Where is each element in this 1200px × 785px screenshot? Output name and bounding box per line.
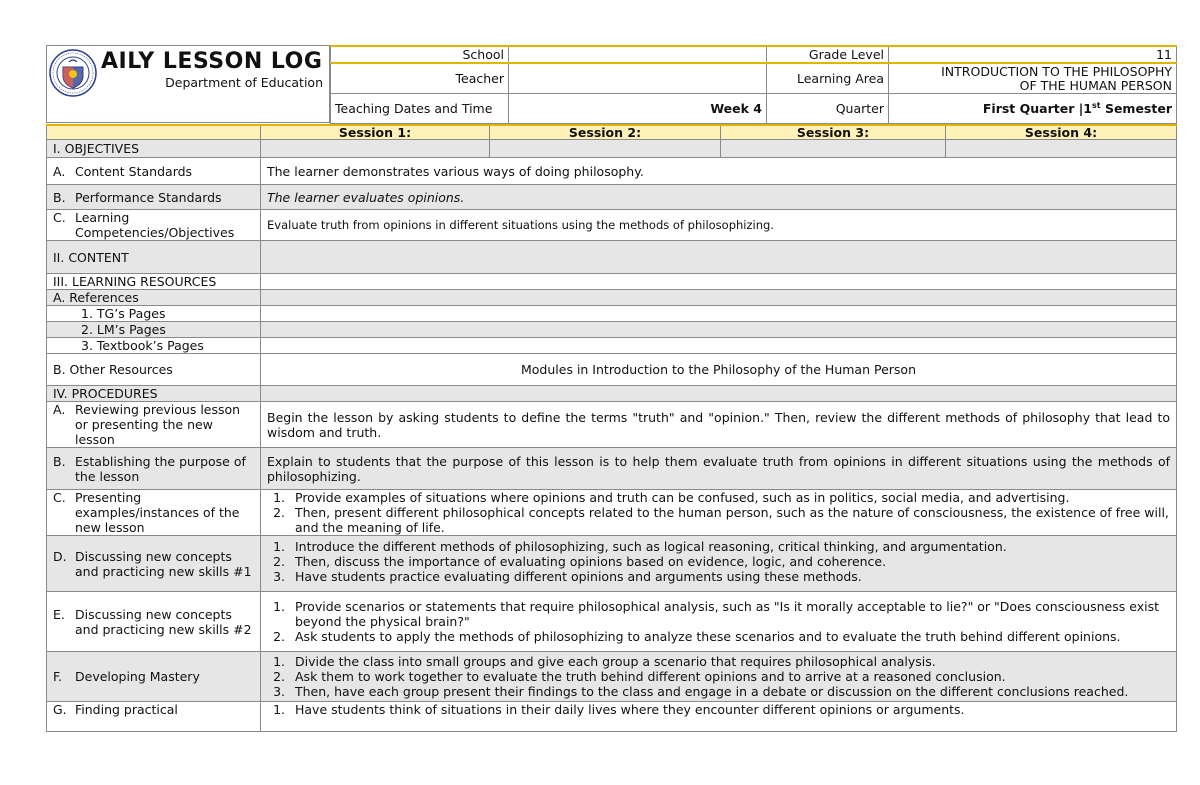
procedure-a-row xyxy=(47,402,1177,448)
procedure-d-value[interactable] xyxy=(261,536,1177,592)
competencies-label xyxy=(47,210,261,241)
learning-area-label: Learning Area xyxy=(767,63,889,94)
procedure-c-list xyxy=(267,490,1170,535)
procedure-d-key: D. xyxy=(53,548,67,564)
teacher-label: Teacher xyxy=(331,63,509,94)
content-standards-label xyxy=(47,158,261,185)
performance-standards-label xyxy=(47,185,261,210)
grade-level-field[interactable]: 11 xyxy=(889,46,1177,63)
lesson-log-header xyxy=(46,45,1176,123)
procedure-d-label xyxy=(47,536,261,592)
other-resources-value[interactable]: Modules in Introduction to the Philosophy of the Human Person xyxy=(261,354,1177,386)
procedure-f-text: Developing Mastery xyxy=(75,669,200,684)
quarter-suffix: Semester xyxy=(1100,101,1172,117)
procedure-f-key: F. xyxy=(53,669,63,684)
learning-area-line-2: OF THE HUMAN PERSON xyxy=(1019,77,1172,93)
references-label: A. References xyxy=(47,290,261,306)
procedure-g-row xyxy=(47,702,1177,732)
textbook-pages-text: 3. Textbook’s Pages xyxy=(81,338,204,353)
quarter-field[interactable] xyxy=(889,94,1177,124)
competencies-text-1: Learning xyxy=(75,210,130,225)
title-block xyxy=(46,45,330,123)
procedure-g-list xyxy=(267,702,1170,717)
objectives-row xyxy=(47,140,1177,158)
objectives-heading: I. OBJECTIVES xyxy=(47,140,261,158)
procedure-f-item: 2. Ask them to work together to evaluate the truth behind different opinions and to arrive at a reasoned conclusion. xyxy=(289,669,1170,684)
session-2-header: Session 2: xyxy=(490,125,721,140)
procedure-f-item: 3. Then, have each group present their findings to the class and engage in a debate or discussion on the different conclusions reached. xyxy=(289,684,1170,699)
procedure-e-key: E. xyxy=(53,606,65,622)
objectives-session-1[interactable] xyxy=(261,140,490,158)
procedure-a-value[interactable]: Begin the lesson by asking students to define the terms "truth" and "opinion." Then, review the different methods of philosophy that lead to wisdom and truth. xyxy=(261,402,1177,448)
procedure-d-item: 1. Introduce the different methods of philosophizing, such as logical reasoning, critical thinking, and argumentation. xyxy=(289,539,1170,554)
procedure-g-text: Finding practical xyxy=(75,702,178,717)
procedure-c-key: C. xyxy=(53,490,66,505)
performance-standards-key: B. xyxy=(53,189,66,205)
procedure-e-text: Discussing new concepts and practicing new skills #2 xyxy=(75,606,252,637)
procedure-e-item: 1. Provide scenarios or statements that require philosophical analysis, such as "Is it morally acceptable to lie?" or "Does consciousness exist beyond the physical brain?" xyxy=(289,599,1170,629)
procedure-f-row xyxy=(47,652,1177,702)
procedure-b-label xyxy=(47,448,261,490)
procedure-f-label xyxy=(47,652,261,702)
procedures-row xyxy=(47,386,1177,402)
other-resources-label: B. Other Resources xyxy=(47,354,261,386)
session-3-header: Session 3: xyxy=(721,125,946,140)
performance-standards-value[interactable]: The learner evaluates opinions. xyxy=(261,185,1177,210)
lm-pages-value[interactable] xyxy=(261,322,1177,338)
learning-area-field[interactable] xyxy=(889,63,1177,94)
procedure-g-label xyxy=(47,702,261,732)
procedure-e-row xyxy=(47,592,1177,652)
procedure-a-text: Reviewing previous lesson or presenting the new lesson xyxy=(75,402,241,447)
objectives-session-2[interactable] xyxy=(490,140,721,158)
procedure-b-row xyxy=(47,448,1177,490)
procedure-a-label xyxy=(47,402,261,448)
competencies-value[interactable]: Evaluate truth from opinions in different situations using the methods of philosophizing. xyxy=(261,210,1177,241)
procedure-b-value[interactable]: Explain to students that the purpose of this lesson is to help them evaluate truth from opinions in different situations using the methods of philosophizing. xyxy=(261,448,1177,490)
document-title: AILY LESSON LOG xyxy=(101,49,323,74)
procedures-heading: IV. PROCEDURES xyxy=(47,386,261,402)
quarter-label: Quarter xyxy=(767,94,889,124)
sessions-header-row xyxy=(47,125,1177,140)
resources-value[interactable] xyxy=(261,274,1177,290)
procedure-e-value[interactable] xyxy=(261,592,1177,652)
school-field[interactable] xyxy=(509,46,767,63)
lesson-log-table xyxy=(46,124,1177,732)
session-4-header: Session 4: xyxy=(946,125,1177,140)
department-name: Department of Education xyxy=(165,75,323,90)
lm-pages-text: 2. LM’s Pages xyxy=(81,322,166,337)
procedure-f-list xyxy=(267,654,1170,699)
grade-level-label: Grade Level xyxy=(767,46,889,63)
content-standards-value[interactable]: The learner demonstrates various ways of doing philosophy. xyxy=(261,158,1177,185)
procedure-c-value[interactable] xyxy=(261,490,1177,536)
lm-pages-label xyxy=(47,322,261,338)
session-1-header: Session 1: xyxy=(261,125,490,140)
other-resources-row xyxy=(47,354,1177,386)
procedure-c-item: 1. Provide examples of situations where opinions and truth can be confused, such as in politics, social media, and advertising. xyxy=(289,490,1170,505)
header-info-table xyxy=(330,45,1177,124)
tg-pages-row xyxy=(47,306,1177,322)
procedure-g-item: 1. Have students think of situations in their daily lives where they encounter different opinions or arguments. xyxy=(289,702,1170,717)
tg-pages-label xyxy=(47,306,261,322)
procedure-f-item: 1. Divide the class into small groups and give each group a scenario that requires philosophical analysis. xyxy=(289,654,1170,669)
tg-pages-value[interactable] xyxy=(261,306,1177,322)
references-value[interactable] xyxy=(261,290,1177,306)
procedure-d-row xyxy=(47,536,1177,592)
objectives-session-4[interactable] xyxy=(946,140,1177,158)
teaching-dates-field[interactable]: Week 4 xyxy=(509,94,767,124)
procedure-d-item: 3. Have students practice evaluating different opinions and arguments using these methods. xyxy=(289,569,1170,584)
procedure-c-text: Presenting examples/instances of the new lesson xyxy=(75,490,240,535)
content-value[interactable] xyxy=(261,241,1177,274)
content-heading: II. CONTENT xyxy=(47,241,261,274)
procedures-value[interactable] xyxy=(261,386,1177,402)
quarter-prefix: First Quarter |1 xyxy=(982,101,1092,117)
competencies-row xyxy=(47,210,1177,241)
teacher-field[interactable] xyxy=(509,63,767,94)
resources-heading: III. LEARNING RESOURCES xyxy=(47,274,261,290)
procedure-b-text: Establishing the purpose of the lesson xyxy=(75,453,246,484)
procedure-d-item: 2. Then, discuss the importance of evaluating opinions based on evidence, logic, and coherence. xyxy=(289,554,1170,569)
quarter-sup: st xyxy=(1092,100,1101,110)
content-standards-text: Content Standards xyxy=(75,163,193,179)
procedure-c-label xyxy=(47,490,261,536)
lm-pages-row xyxy=(47,322,1177,338)
procedure-e-item: 2. Ask students to apply the methods of philosophizing to analyze these scenarios and to evaluate the truth behind different opinions. xyxy=(289,629,1170,644)
learning-area-line-1: INTRODUCTION TO THE PHILOSOPHY xyxy=(941,63,1172,79)
competencies-key: C. xyxy=(53,210,66,225)
competencies-text-2: Competencies/Objectives xyxy=(75,225,235,240)
content-standards-row xyxy=(47,158,1177,185)
performance-standards-row xyxy=(47,185,1177,210)
procedure-g-value[interactable] xyxy=(261,702,1177,732)
content-row xyxy=(47,241,1177,274)
procedure-e-label xyxy=(47,592,261,652)
procedure-c-item: 2. Then, present different philosophical concepts related to the human person, such as the nature of consciousness, the existence of free will, and the meaning of life. xyxy=(289,505,1170,535)
performance-standards-text: Performance Standards xyxy=(75,189,222,205)
teaching-dates-label: Teaching Dates and Time xyxy=(331,94,509,124)
resources-row xyxy=(47,274,1177,290)
deped-seal-icon xyxy=(49,49,97,97)
procedure-b-key: B. xyxy=(53,453,66,469)
references-row xyxy=(47,290,1177,306)
objectives-session-3[interactable] xyxy=(721,140,946,158)
sessions-corner xyxy=(47,125,261,140)
textbook-pages-value[interactable] xyxy=(261,338,1177,354)
procedure-g-key: G. xyxy=(53,702,67,717)
content-standards-key: A. xyxy=(53,163,66,179)
procedure-d-list xyxy=(267,539,1170,584)
procedure-f-value[interactable] xyxy=(261,652,1177,702)
procedure-a-key: A. xyxy=(53,402,66,417)
textbook-pages-row xyxy=(47,338,1177,354)
procedure-c-row xyxy=(47,490,1177,536)
school-label: School xyxy=(331,46,509,63)
procedure-d-text: Discussing new concepts and practicing new skills #1 xyxy=(75,548,252,579)
textbook-pages-label xyxy=(47,338,261,354)
tg-pages-text: 1. TG’s Pages xyxy=(81,306,166,321)
procedure-e-list xyxy=(267,599,1170,644)
